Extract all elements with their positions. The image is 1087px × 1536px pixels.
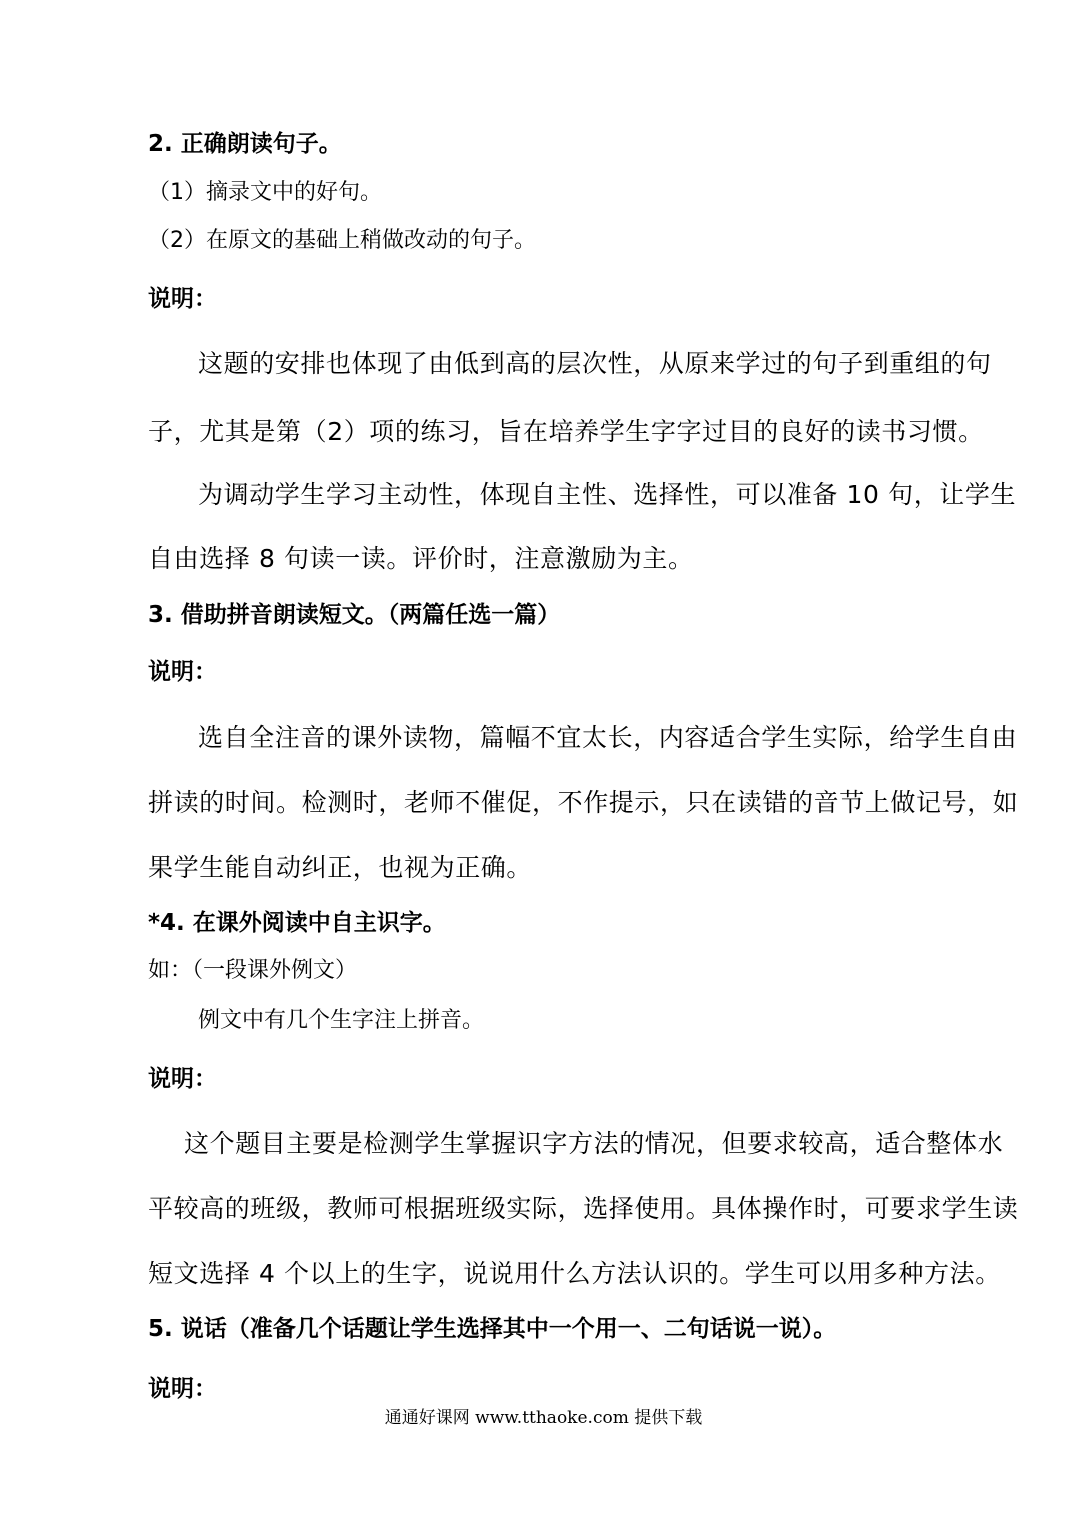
section-heading-2: 2. 正确朗读句子。 <box>148 131 342 157</box>
sub-item-2: （2）在原文的基础上稍做改动的句子。 <box>148 228 536 253</box>
section-heading-4: *4. 在课外阅读中自主识字。 <box>148 910 446 936</box>
paragraph-line: 这个题目主要是检测学生掌握识字方法的情况，但要求较高，适合整体水 <box>184 1129 1004 1158</box>
explanation-label: 说明： <box>148 659 217 685</box>
section-heading-5: 5. 说话（准备几个话题让学生选择其中一个用一、二句话说一说）。 <box>148 1316 837 1342</box>
paragraph-line: 平较高的班级，教师可根据班级实际，选择使用。具体操作时，可要求学生读 <box>148 1194 1019 1223</box>
page-footer: 通通好课网 www.tthaoke.com 提供下载 <box>384 1408 703 1428</box>
section-heading-3: 3. 借助拼音朗读短文。（两篇任选一篇） <box>148 602 561 628</box>
paragraph-line: 自由选择 8 句读一读。评价时，注意激励为主。 <box>148 544 694 573</box>
sub-item-1: （1）摘录文中的好句。 <box>148 180 382 205</box>
paragraph-line: 果学生能自动纠正，也视为正确。 <box>148 853 533 882</box>
paragraph-line: 这题的安排也体现了由低到高的层次性，从原来学过的句子到重组的句 <box>198 349 992 378</box>
paragraph-line: 短文选择 4 个以上的生字，说说用什么方法认识的。学生可以用多种方法。 <box>148 1259 1001 1288</box>
example-note: 例文中有几个生字注上拼音。 <box>198 1008 485 1033</box>
paragraph-line: 子，尤其是第（2）项的练习，旨在培养学生字字过目的良好的读书习惯。 <box>148 417 984 446</box>
paragraph-line: 为调动学生学习主动性，体现自主性、选择性，可以准备 10 句，让学生 <box>198 480 1017 509</box>
paragraph-line: 选自全注音的课外读物，篇幅不宜太长，内容适合学生实际，给学生自由 <box>198 723 1018 752</box>
explanation-label: 说明： <box>148 1376 217 1402</box>
explanation-label: 说明： <box>148 286 217 312</box>
example-intro: 如：（一段课外例文） <box>148 958 358 983</box>
paragraph-line: 拼读的时间。检测时，老师不催促，不作提示，只在读错的音节上做记号，如 <box>148 788 1019 817</box>
explanation-label: 说明： <box>148 1066 217 1092</box>
